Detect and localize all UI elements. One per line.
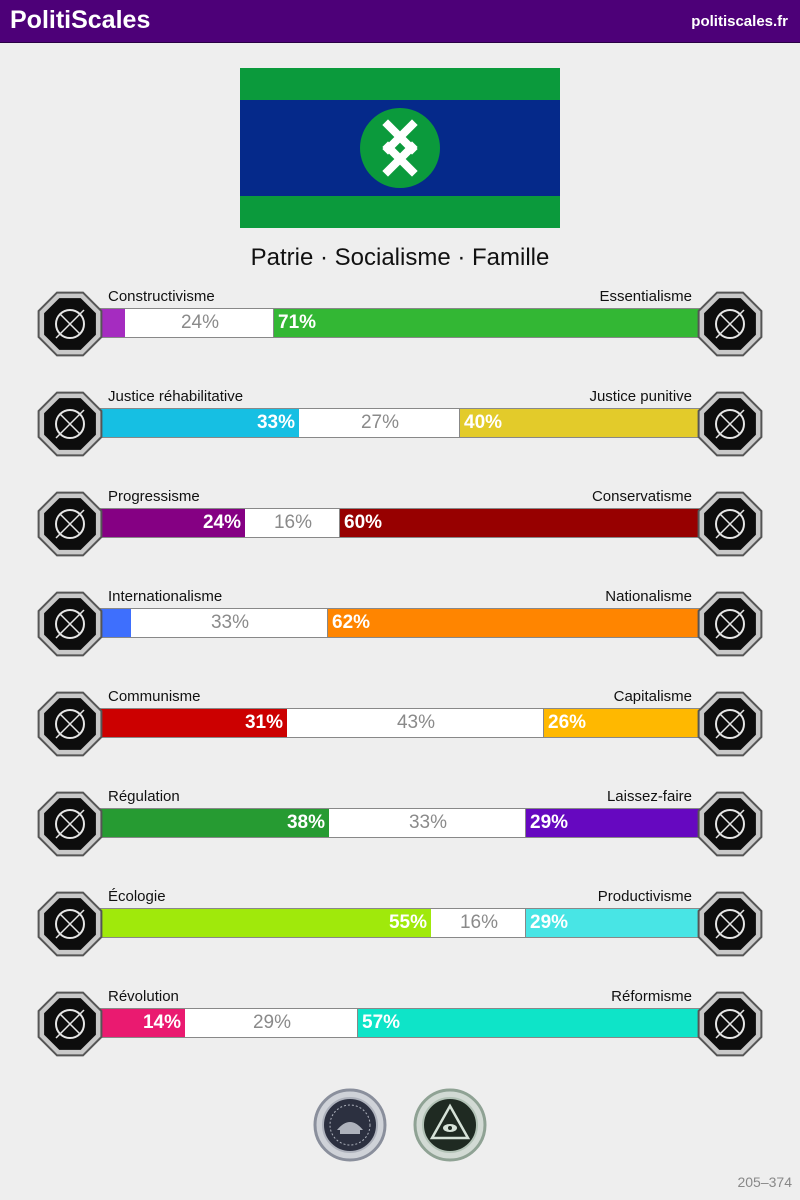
- axis-right-segment: 60%: [339, 509, 699, 537]
- conspiracy-seal-icon: [413, 1088, 487, 1162]
- axis-right-segment: 29%: [525, 809, 699, 837]
- axis-right-label: Justice punitive: [589, 388, 692, 405]
- axis-row: [0, 288, 800, 368]
- flag-bottom-stripe: [240, 196, 560, 228]
- axis-right-label: Laissez-faire: [606, 788, 692, 805]
- axis-left-segment: 31%: [101, 709, 287, 737]
- hammer-sickle-icon: [34, 688, 106, 760]
- axis-row: [0, 588, 800, 668]
- rocket-icon: [34, 488, 106, 560]
- axis-right-label: Réformisme: [611, 988, 692, 1005]
- axis-left-segment: 14%: [101, 1009, 185, 1037]
- flag-top-stripe: [240, 68, 560, 100]
- axis-bar: [100, 308, 700, 338]
- axis-left-label: Progressisme: [108, 488, 200, 505]
- axis-right-segment: 57%: [357, 1009, 699, 1037]
- axis-right-label: Essentialisme: [599, 288, 692, 305]
- axis-left-label: Régulation: [108, 788, 180, 805]
- butterfly-icon: [694, 788, 766, 860]
- axis-bar: [100, 408, 700, 438]
- axis-row: [0, 388, 800, 468]
- axis-bar: [100, 1008, 700, 1038]
- axis-left-label: Révolution: [108, 988, 179, 1005]
- fist-icon: [34, 988, 106, 1060]
- axis-right-segment: 26%: [543, 709, 699, 737]
- axis-row: [0, 888, 800, 968]
- axis-neutral-segment: 33%: [408, 812, 448, 833]
- axis-bar: [100, 808, 700, 838]
- axis-right-segment: 71%: [273, 309, 699, 337]
- axis-right-label: Capitalisme: [613, 688, 692, 705]
- axis-left-label: Internationalisme: [108, 588, 223, 605]
- header-bar: [0, 0, 800, 43]
- gear-icon: [694, 888, 766, 960]
- quill-icon: [694, 488, 766, 560]
- axis-right-segment: 29%: [525, 909, 699, 937]
- axis-left-label: Communisme: [108, 688, 201, 705]
- axis-right-label: Nationalisme: [605, 588, 692, 605]
- footer-code: 205–374: [737, 1174, 792, 1190]
- parliament-icon: [694, 988, 766, 1060]
- axis-neutral-segment: 29%: [252, 1012, 292, 1033]
- axis-row: [0, 988, 800, 1068]
- result-flag: [240, 68, 560, 228]
- axis-row: [0, 688, 800, 768]
- axis-bar: [100, 608, 700, 638]
- axis-right-segment: 40%: [459, 409, 699, 437]
- seals-row: [0, 1088, 800, 1164]
- axis-neutral-segment: 27%: [360, 412, 400, 433]
- axis-left-segment: 24%: [101, 509, 245, 537]
- globe-icon: [34, 588, 106, 660]
- axis-left-label: Écologie: [108, 888, 166, 905]
- axis-neutral-segment: 24%: [180, 312, 220, 333]
- axis-left-segment: 55%: [101, 909, 431, 937]
- axis-row: [0, 788, 800, 868]
- money-bag-icon: [694, 688, 766, 760]
- axis-left-segment: 38%: [101, 809, 329, 837]
- axis-right-label: Conservatisme: [591, 488, 692, 505]
- flower-icon: [694, 288, 766, 360]
- axis-bar: [100, 508, 700, 538]
- ruler-compass-icon: [34, 788, 106, 860]
- axis-left-segment: 33%: [101, 409, 299, 437]
- brand-title[interactable]: PolitiScales: [10, 6, 151, 34]
- axis-neutral-segment: 16%: [459, 912, 499, 933]
- axis-row: [0, 488, 800, 568]
- eye-icon: [34, 288, 106, 360]
- religious-seal-icon: [313, 1088, 387, 1162]
- site-link[interactable]: politiscales.fr: [691, 13, 788, 30]
- axis-bar: [100, 708, 700, 738]
- axis-neutral-segment: 33%: [210, 612, 250, 633]
- prison-bars-icon: [694, 388, 766, 460]
- slogan: Patrie · Socialisme · Famille: [250, 244, 550, 271]
- handshake-icon: [34, 388, 106, 460]
- flag-circle: [360, 108, 440, 188]
- axis-bar: [100, 908, 700, 938]
- flag-icon: [694, 588, 766, 660]
- axis-left-label: Justice réhabilitative: [108, 388, 244, 405]
- axis-right-label: Productivisme: [597, 888, 692, 905]
- axis-left-label: Constructivisme: [108, 288, 215, 305]
- axis-right-segment: 62%: [327, 609, 699, 637]
- axis-neutral-segment: 16%: [273, 512, 313, 533]
- axis-neutral-segment: 43%: [396, 712, 436, 733]
- sprout-icon: [34, 888, 106, 960]
